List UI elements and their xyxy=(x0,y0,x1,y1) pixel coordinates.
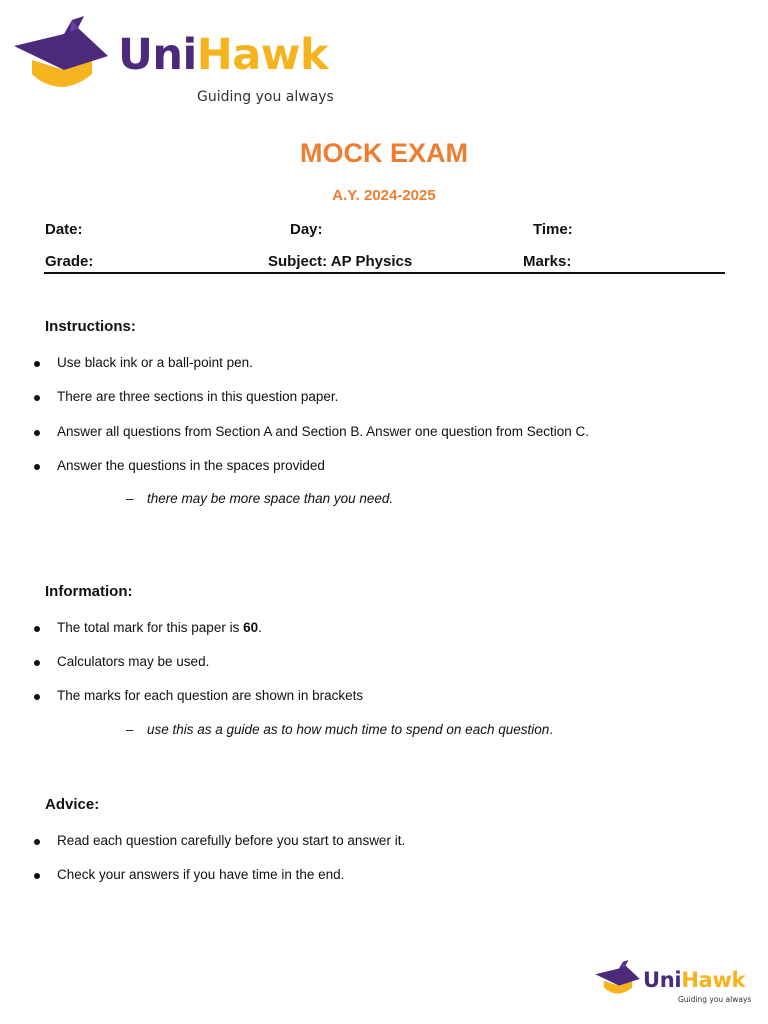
brand-hawk: Hawk xyxy=(196,30,329,80)
brand-uni: Uni xyxy=(118,30,197,80)
bullet-icon xyxy=(34,626,40,632)
unihawk-logo xyxy=(12,16,342,108)
footer-brand-wordmark xyxy=(643,970,745,991)
graduation-hawk-icon xyxy=(12,16,112,92)
brand-tagline: Guiding you always xyxy=(197,89,334,105)
list-item-text xyxy=(57,620,262,635)
sub-note-italic: use this as a guide as to how much time to spend on each question xyxy=(147,722,550,737)
list-item-text: Calculators may be used. xyxy=(57,654,210,669)
date-field: Date: xyxy=(45,221,83,238)
time-field: Time: xyxy=(533,221,573,238)
bullet-icon xyxy=(34,464,40,470)
list-item-text: Answer the questions in the spaces provided xyxy=(57,458,325,473)
advice-heading: Advice: xyxy=(45,796,100,813)
bullet-icon xyxy=(34,395,40,401)
list-item-text: The marks for each question are shown in brackets xyxy=(57,688,364,703)
grade-field: Grade: xyxy=(45,253,94,270)
total-mark-value: 60 xyxy=(243,620,259,635)
bullet-icon xyxy=(34,430,40,436)
day-field: Day: xyxy=(290,221,323,238)
footer-brand-hawk: Hawk xyxy=(681,968,746,992)
exam-title: MOCK EXAM xyxy=(300,138,468,168)
bullet-icon xyxy=(34,694,40,700)
list-item-text: Use black ink or a ball-point pen. xyxy=(57,355,253,370)
list-item-text: Check your answers if you have time in the end. xyxy=(57,867,345,882)
footer-brand-tagline: Guiding you always xyxy=(678,995,752,1004)
bullet-icon xyxy=(34,873,40,879)
list-item-text: There are three sections in this question paper. xyxy=(57,389,339,404)
graduation-hawk-icon xyxy=(594,960,642,996)
total-mark-suffix: . xyxy=(258,620,262,635)
dash-marker: – xyxy=(126,722,134,737)
total-mark-prefix: The total mark for this paper is xyxy=(57,620,244,635)
dash-marker: – xyxy=(126,491,134,506)
list-item-text: Answer all questions from Section A and Section B. Answer one question from Section C. xyxy=(57,424,590,439)
list-item-text: Read each question carefully before you start to answer it. xyxy=(57,833,406,848)
sub-note-text xyxy=(147,722,553,737)
bullet-icon xyxy=(34,361,40,367)
footer-unihawk-logo xyxy=(594,960,754,1008)
header-divider xyxy=(44,272,725,274)
sub-note-period: . xyxy=(549,722,554,737)
footer-brand-uni: Uni xyxy=(643,968,682,992)
bullet-icon xyxy=(34,839,40,845)
marks-field: Marks: xyxy=(523,253,572,270)
instructions-heading: Instructions: xyxy=(45,318,136,335)
information-heading: Information: xyxy=(45,583,133,600)
subject-field: Subject: AP Physics xyxy=(268,253,413,270)
academic-year: A.Y. 2024-2025 xyxy=(332,187,436,204)
sub-note-text: there may be more space than you need. xyxy=(147,491,394,506)
bullet-icon xyxy=(34,660,40,666)
brand-wordmark xyxy=(118,30,329,80)
